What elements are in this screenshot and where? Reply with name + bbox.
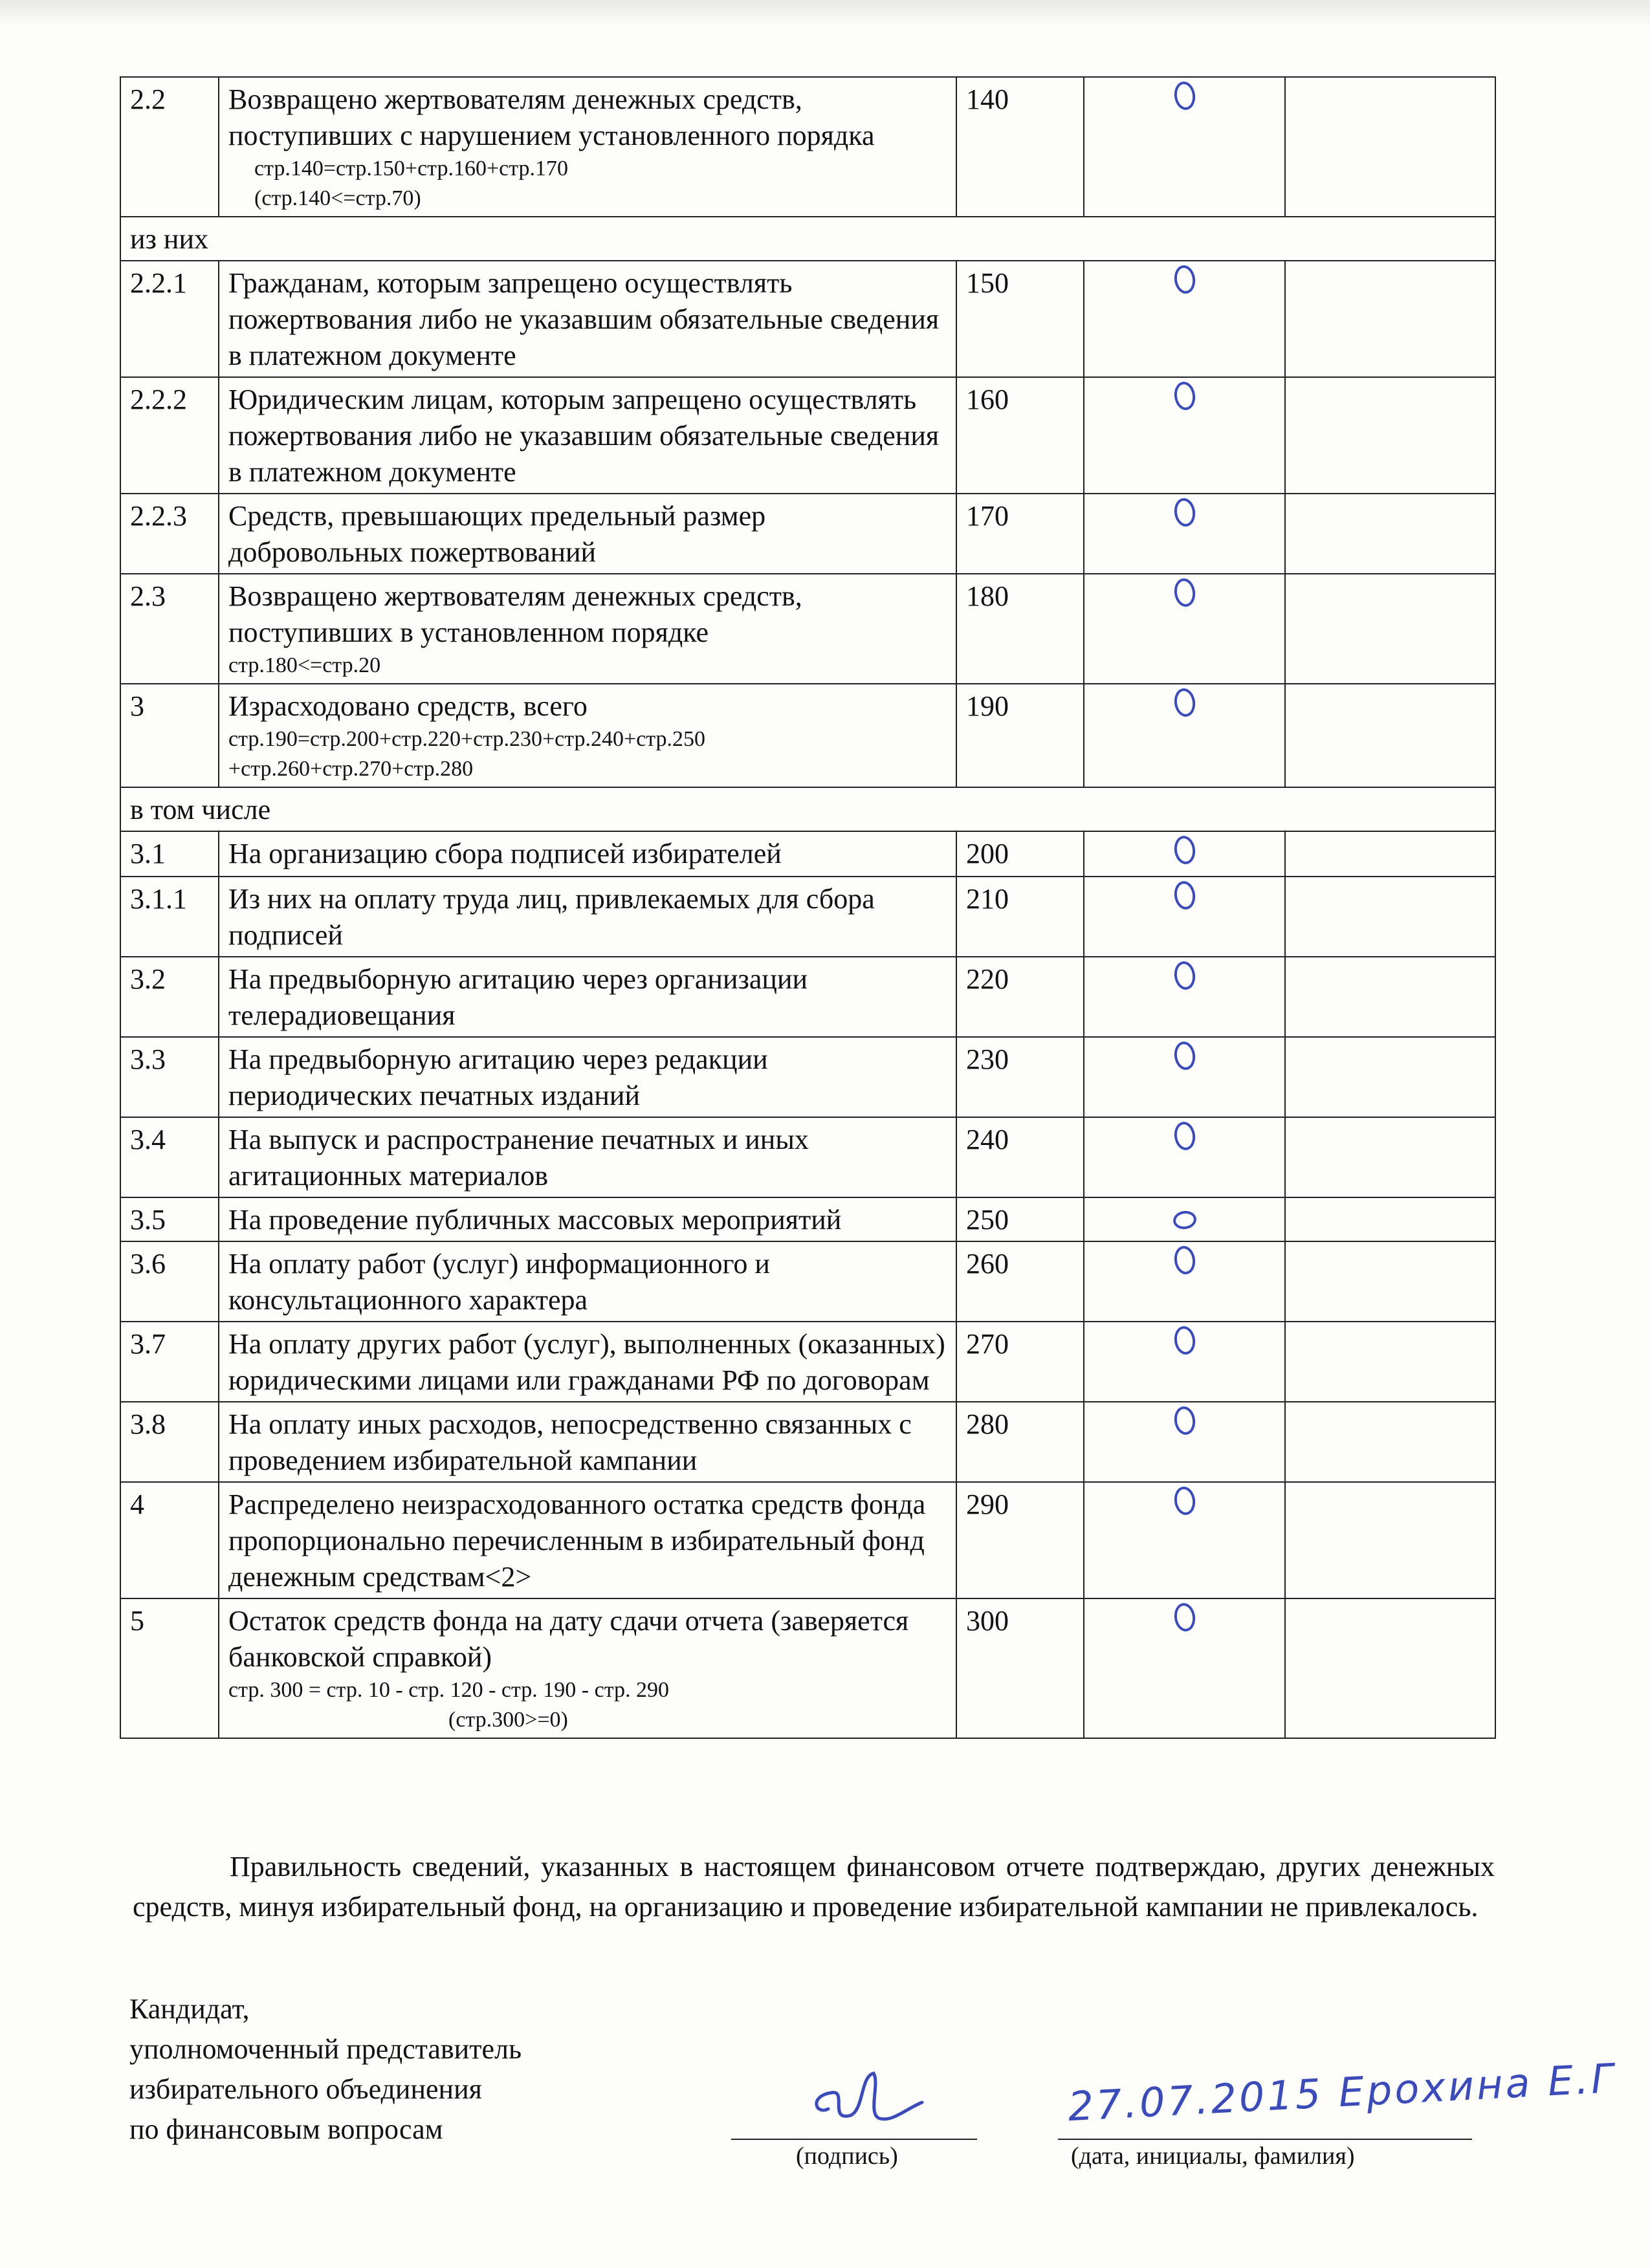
row-code: 170	[956, 494, 1084, 574]
row-number: 2.3	[120, 574, 219, 684]
row-number: 2.2.3	[120, 494, 219, 574]
row-description-text: Гражданам, которым запрещено осуществлять пожертвования либо не указавшим обязательные сведения в платежном документе	[228, 267, 940, 371]
row-sum-cell	[1084, 877, 1285, 957]
row-code: 260	[956, 1241, 1084, 1322]
table-row	[120, 1482, 1495, 1598]
row-description	[219, 1402, 956, 1482]
scan-edge	[0, 0, 1650, 28]
row-number: 3	[120, 684, 219, 787]
table-row	[120, 684, 1495, 787]
date-caption: (дата, инициалы, фамилия)	[1071, 2143, 1355, 2170]
row-description	[219, 1598, 956, 1738]
row-number: 3.8	[120, 1402, 219, 1482]
row-note-cell	[1285, 77, 1495, 217]
signer-line-1: Кандидат,	[129, 1993, 250, 2025]
row-code: 280	[956, 1402, 1084, 1482]
handwritten-zero	[1172, 834, 1197, 866]
row-note-cell	[1285, 1117, 1495, 1197]
handwritten-zero	[1172, 880, 1197, 911]
row-description-text: На оплату других работ (услуг), выполненных (оказанных) юридическими лицами или гражданами РФ по договорам	[228, 1328, 945, 1396]
handwritten-zero	[1172, 80, 1197, 111]
row-code: 300	[956, 1598, 1084, 1738]
table-row	[120, 1402, 1495, 1482]
section-label: из них	[120, 217, 1495, 261]
row-number: 2.2.1	[120, 261, 219, 377]
row-description	[219, 957, 956, 1037]
row-note-cell	[1285, 574, 1495, 684]
row-formula: +стр.260+стр.270+стр.280	[228, 757, 474, 781]
row-number: 2.2.2	[120, 377, 219, 494]
row-code: 220	[956, 957, 1084, 1037]
row-code: 140	[956, 77, 1084, 217]
handwritten-zero	[1172, 1245, 1197, 1276]
signature-caption: (подпись)	[796, 2143, 898, 2170]
row-sum-cell	[1084, 831, 1285, 877]
row-formula: стр. 300 = стр. 10 - стр. 120 - стр. 190 - стр. 290	[228, 1678, 669, 1702]
row-note-cell	[1285, 1482, 1495, 1598]
table-row	[120, 1322, 1495, 1402]
handwritten-zero	[1172, 1210, 1198, 1231]
handwritten-zero	[1172, 264, 1197, 295]
row-code: 160	[956, 377, 1084, 494]
handwritten-zero	[1172, 1325, 1197, 1356]
row-sum-cell	[1084, 957, 1285, 1037]
row-description	[219, 1117, 956, 1197]
row-number: 3.3	[120, 1037, 219, 1117]
row-note-cell	[1285, 1197, 1495, 1241]
row-number: 3.5	[120, 1197, 219, 1241]
row-formula: стр.190=стр.200+стр.220+стр.230+стр.240+стр.250	[228, 727, 706, 751]
row-description	[219, 831, 956, 877]
row-sum-cell	[1084, 1241, 1285, 1322]
row-description-text: На оплату иных расходов, непосредственно связанных с проведением избирательной кампании	[228, 1408, 912, 1476]
table-row	[120, 1598, 1495, 1738]
row-code: 200	[956, 831, 1084, 877]
row-sum-cell	[1084, 494, 1285, 574]
row-note-cell	[1285, 957, 1495, 1037]
signer-line-3: избирательного объединения	[129, 2073, 482, 2105]
row-code: 270	[956, 1322, 1084, 1402]
section-label: в том числе	[120, 787, 1495, 831]
row-description-text: Возвращено жертвователям денежных средств, поступивших в установленном порядке	[228, 580, 802, 648]
row-sum-cell	[1084, 684, 1285, 787]
table-row	[120, 494, 1495, 574]
row-number: 3.2	[120, 957, 219, 1037]
table-section-row	[120, 217, 1495, 261]
row-sum-cell	[1084, 574, 1285, 684]
table-row	[120, 831, 1495, 877]
row-description	[219, 261, 956, 377]
row-formula: (стр.300>=0)	[448, 1708, 568, 1732]
row-description	[219, 877, 956, 957]
row-sum-cell	[1084, 77, 1285, 217]
row-note-cell	[1285, 831, 1495, 877]
row-formula: стр.140=стр.150+стр.160+стр.170	[254, 157, 568, 180]
handwritten-zero	[1172, 687, 1197, 718]
row-sum-cell	[1084, 1117, 1285, 1197]
handwritten-date-and-name: 27.07.2015 Ерохина Е.Г	[1066, 2054, 1618, 2131]
row-number: 3.6	[120, 1241, 219, 1322]
signer-line-4: по финансовым вопросам	[129, 2113, 443, 2145]
row-code: 190	[956, 684, 1084, 787]
row-description	[219, 1037, 956, 1117]
row-sum-cell	[1084, 1402, 1285, 1482]
row-description-text: Из них на оплату труда лиц, привлекаемых для сбора подписей	[228, 883, 875, 951]
table-row	[120, 1241, 1495, 1322]
row-code: 150	[956, 261, 1084, 377]
row-sum-cell	[1084, 1037, 1285, 1117]
row-description	[219, 1197, 956, 1241]
table-row	[120, 877, 1495, 957]
row-description	[219, 377, 956, 494]
handwritten-zero	[1172, 1120, 1197, 1151]
signature-line	[731, 2139, 977, 2140]
row-sum-cell	[1084, 1598, 1285, 1738]
row-note-cell	[1285, 877, 1495, 957]
table-row	[120, 1117, 1495, 1197]
handwritten-signature	[802, 2064, 932, 2135]
confirmation-statement: Правильность сведений, указанных в настоящем финансовом отчете подтверждаю, других денежных средств, минуя избирательный фонд, на организацию и проведение избирательной кампании не привлекалось.	[133, 1851, 1495, 1923]
row-number: 3.1	[120, 831, 219, 877]
handwritten-zero	[1172, 497, 1197, 528]
row-sum-cell	[1084, 1197, 1285, 1241]
row-formula: (стр.140<=стр.70)	[254, 186, 421, 210]
row-number: 4	[120, 1482, 219, 1598]
table-row	[120, 1197, 1495, 1241]
row-code: 180	[956, 574, 1084, 684]
row-note-cell	[1285, 261, 1495, 377]
row-description-text: Средств, превышающих предельный размер добровольных пожертвований	[228, 500, 766, 568]
row-description-text: Возвращено жертвователям денежных средств, поступивших с нарушением установленного порядка	[228, 83, 875, 151]
row-description-text: Остаток средств фонда на дату сдачи отчета (заверяется банковской справкой)	[228, 1605, 909, 1673]
row-code: 240	[956, 1117, 1084, 1197]
row-description-text: Распределено неизрасходованного остатка средств фонда пропорционально перечисленным в избирательный фонд денежным средствам<2>	[228, 1488, 926, 1593]
handwritten-zero	[1172, 1040, 1197, 1071]
row-note-cell	[1285, 494, 1495, 574]
row-description-text: На оплату работ (услуг) информационного и консультационного характера	[228, 1248, 770, 1316]
row-description	[219, 1241, 956, 1322]
handwritten-zero	[1172, 380, 1197, 411]
row-description	[219, 77, 956, 217]
handwritten-zero	[1172, 577, 1197, 608]
handwritten-zero	[1172, 960, 1197, 991]
row-description-text: Израсходовано средств, всего	[228, 690, 588, 722]
row-description-text: Юридическим лицам, которым запрещено осуществлять пожертвования либо не указавшим обязательные сведения в платежном документе	[228, 384, 940, 488]
row-sum-cell	[1084, 1482, 1285, 1598]
row-code: 250	[956, 1197, 1084, 1241]
row-number: 5	[120, 1598, 219, 1738]
row-number: 3.1.1	[120, 877, 219, 957]
row-formula: стр.180<=стр.20	[228, 653, 381, 677]
row-description	[219, 1322, 956, 1402]
row-note-cell	[1285, 377, 1495, 494]
row-description	[219, 1482, 956, 1598]
row-description-text: На предвыборную агитацию через редакции периодических печатных изданий	[228, 1043, 768, 1111]
row-note-cell	[1285, 1402, 1495, 1482]
handwritten-zero	[1172, 1485, 1197, 1516]
handwritten-zero	[1172, 1405, 1197, 1436]
row-description-text: На предвыборную агитацию через организации телерадиовещания	[228, 963, 808, 1031]
table-row	[120, 957, 1495, 1037]
financial-report-table	[120, 76, 1496, 1739]
report-table-body	[120, 77, 1495, 1738]
row-description-text: На организацию сбора подписей избирателей	[228, 838, 782, 869]
row-number: 2.2	[120, 77, 219, 217]
row-description-text: На выпуск и распространение печатных и иных агитационных материалов	[228, 1124, 809, 1192]
row-note-cell	[1285, 1241, 1495, 1322]
table-row	[120, 574, 1495, 684]
row-description-text: На проведение публичных массовых мероприятий	[228, 1204, 842, 1236]
handwritten-zero	[1172, 1602, 1197, 1633]
date-line	[1058, 2139, 1472, 2140]
row-number: 3.7	[120, 1322, 219, 1402]
table-row	[120, 377, 1495, 494]
row-description	[219, 494, 956, 574]
row-sum-cell	[1084, 377, 1285, 494]
signer-block	[129, 1989, 522, 2150]
row-code: 290	[956, 1482, 1084, 1598]
row-note-cell	[1285, 684, 1495, 787]
table-row	[120, 77, 1495, 217]
table-row	[120, 261, 1495, 377]
row-sum-cell	[1084, 261, 1285, 377]
row-description	[219, 574, 956, 684]
row-code: 210	[956, 877, 1084, 957]
row-note-cell	[1285, 1598, 1495, 1738]
table-row	[120, 1037, 1495, 1117]
row-note-cell	[1285, 1037, 1495, 1117]
row-description	[219, 684, 956, 787]
row-code: 230	[956, 1037, 1084, 1117]
row-note-cell	[1285, 1322, 1495, 1402]
signer-line-2: уполномоченный представитель	[129, 2033, 522, 2065]
row-number: 3.4	[120, 1117, 219, 1197]
table-section-row	[120, 787, 1495, 831]
row-sum-cell	[1084, 1322, 1285, 1402]
